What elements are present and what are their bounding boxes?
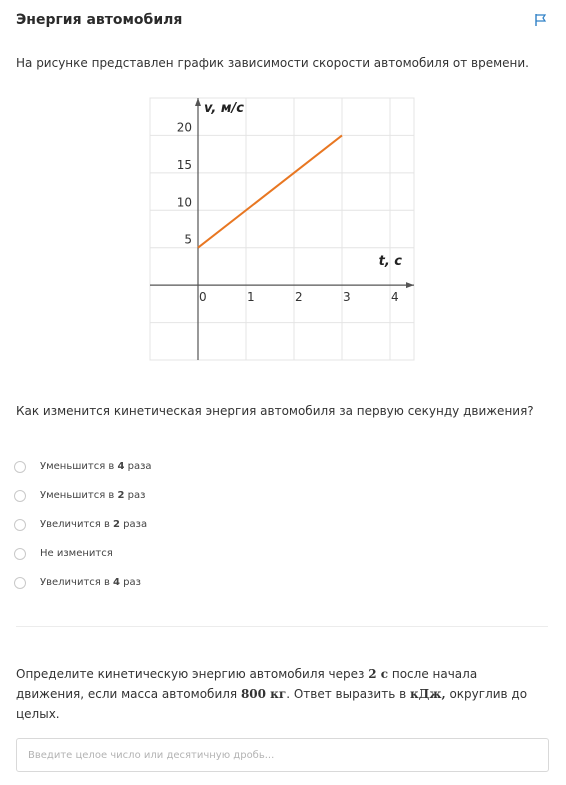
y-axis-label: v, м/с (204, 101, 244, 116)
answer-options (14, 452, 152, 597)
option-label: Увеличится в 4 раз (40, 577, 141, 588)
x-tick-label: 3 (343, 290, 351, 305)
y-tick-label: 5 (184, 232, 192, 247)
task-intro: На рисунке представлен график зависимости скорости автомобиля от времени. (16, 56, 529, 70)
x-tick-label: 2 (295, 290, 303, 305)
grid-border (150, 98, 414, 360)
divider (16, 626, 548, 627)
radio-button[interactable] (14, 490, 26, 502)
y-tick-label: 15 (176, 157, 192, 172)
y-tick-label: 10 (176, 195, 192, 210)
y-tick-label: 20 (176, 120, 192, 135)
option-label: Увеличится в 2 раза (40, 519, 148, 530)
answer-option[interactable] (14, 510, 152, 539)
x-tick-label: 0 (199, 290, 207, 305)
answer-option[interactable] (14, 452, 152, 481)
answer-option[interactable] (14, 481, 152, 510)
radio-button[interactable] (14, 548, 26, 560)
answer-option[interactable] (14, 539, 152, 568)
radio-button[interactable] (14, 519, 26, 531)
question2-text: Определите кинетическую энергию автомобиля через 2 с после начала движения, если масса автомобиля 800 кг. Ответ выразить в кДж, округлив до целых. (16, 667, 528, 721)
x-tick-label: 1 (247, 290, 255, 305)
answer-option[interactable] (14, 568, 152, 597)
answer-input[interactable] (16, 738, 549, 772)
velocity-line (198, 135, 342, 247)
x-axis-label: t, с (378, 254, 402, 270)
flag-icon[interactable] (534, 13, 548, 27)
option-label: Уменьшится в 2 раз (40, 490, 146, 501)
option-label: Не изменится (40, 548, 113, 559)
question-text: Как изменится кинетическая энергия автомобиля за первую секунду движения? (16, 404, 534, 418)
page-title: Энергия автомобиля (16, 12, 183, 28)
radio-button[interactable] (14, 577, 26, 589)
radio-button[interactable] (14, 461, 26, 473)
y-axis-arrow (195, 98, 201, 106)
x-axis-arrow (406, 282, 414, 288)
x-tick-label: 4 (391, 290, 399, 305)
velocity-chart (140, 90, 430, 380)
option-label: Уменьшится в 4 раза (40, 461, 152, 472)
